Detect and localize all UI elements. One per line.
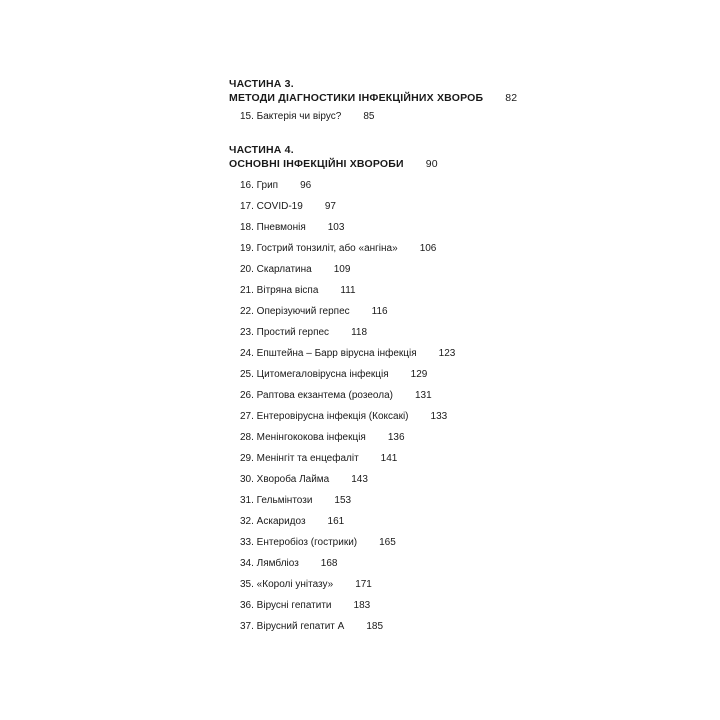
- entry-title: 18. Пневмонія: [240, 222, 306, 233]
- entry-title: 29. Менінгіт та енцефаліт: [240, 453, 359, 464]
- entry-title: 34. Лямбліоз: [240, 558, 299, 569]
- entry-title: 20. Скарлатина: [240, 264, 312, 275]
- page-number: 185: [366, 621, 384, 632]
- toc-entry: [240, 263, 350, 277]
- page-number: 123: [438, 348, 456, 359]
- page-number: 109: [333, 264, 351, 275]
- toc-entry: [240, 347, 455, 361]
- toc-entry: [240, 536, 396, 550]
- page-number: 90: [425, 158, 438, 170]
- entry-title: 36. Вірусні гепатити: [240, 600, 332, 611]
- page-number: 143: [351, 474, 368, 485]
- toc-entry: [240, 242, 436, 256]
- part-3-heading: [229, 77, 517, 105]
- page-number: 111: [340, 285, 356, 296]
- page-number: 118: [351, 327, 368, 338]
- page-number: 85: [363, 111, 375, 122]
- toc-entry: [240, 515, 344, 529]
- page-number: 131: [414, 390, 432, 401]
- entry-title: 30. Хвороба Лайма: [240, 474, 330, 485]
- toc-entry: [240, 110, 374, 124]
- page-number: 183: [353, 600, 371, 611]
- entry-title: 24. Епштейна – Барр вірусна інфекція: [240, 348, 417, 359]
- entry-title: 16. Грип: [240, 180, 279, 191]
- toc-entry: [240, 200, 336, 214]
- entry-title: 19. Гострий тонзиліт, або «ангіна»: [240, 243, 398, 254]
- page-number: 161: [327, 516, 345, 527]
- toc-entry: [240, 620, 383, 634]
- toc-entry: [240, 578, 372, 592]
- page-number: 153: [334, 495, 352, 506]
- entry-title: 33. Ентеробіоз (гострики): [240, 537, 358, 548]
- entry-title: 17. COVID-19: [240, 201, 303, 212]
- toc-entry: [240, 557, 337, 571]
- part-label: ЧАСТИНА 3.: [229, 78, 294, 90]
- toc-entry: [240, 410, 447, 424]
- entry-title: 27. Ентеровірусна інфекція (Коксакі): [240, 411, 409, 422]
- toc-entry: [240, 599, 370, 613]
- part-title: ОСНОВНІ ІНФЕКЦІЙНІ ХВОРОБИ: [229, 158, 404, 170]
- entry-title: 28. Менінгококова інфекція: [240, 432, 366, 443]
- page-number: 129: [410, 369, 428, 380]
- part-title: МЕТОДИ ДІАГНОСТИКИ ІНФЕКЦІЙНИХ ХВОРОБ: [229, 92, 484, 104]
- page-number: 96: [300, 180, 312, 191]
- page-number: 82: [505, 92, 518, 104]
- page-number: 116: [371, 306, 388, 317]
- toc-entry: [240, 452, 397, 466]
- part-label: ЧАСТИНА 4.: [229, 144, 294, 156]
- entry-title: 22. Оперізуючий герпес: [240, 306, 350, 317]
- entry-title: 15. Бактерія чи вірус?: [240, 111, 342, 122]
- toc-entry: [240, 431, 405, 445]
- toc-entry: [240, 494, 351, 508]
- toc-entry: [240, 284, 356, 298]
- toc-entry: [240, 326, 367, 340]
- page-number: 103: [327, 222, 345, 233]
- entry-title: 35. «Королі унітазу»: [240, 579, 334, 590]
- entry-title: 37. Вірусний гепатит А: [240, 621, 345, 632]
- page-number: 106: [419, 243, 437, 254]
- page-number: 168: [320, 558, 338, 569]
- page-number: 141: [380, 453, 398, 464]
- part-title-row: [229, 91, 517, 105]
- toc-entry: [240, 305, 388, 319]
- toc-entry: [240, 179, 311, 193]
- entry-title: 23. Простий герпес: [240, 327, 330, 338]
- toc-entry: [240, 368, 427, 382]
- page-number: 165: [379, 537, 396, 548]
- part-4-heading: [229, 143, 438, 171]
- entry-title: 32. Аскаридоз: [240, 516, 306, 527]
- page-number: 171: [355, 579, 372, 590]
- part-title-row: [229, 157, 438, 171]
- toc-entry: [240, 389, 432, 403]
- entry-title: 31. Гельмінтози: [240, 495, 313, 506]
- page-number: 133: [430, 411, 448, 422]
- page-number: 136: [387, 432, 405, 443]
- entry-title: 25. Цитомегаловірусна інфекція: [240, 369, 389, 380]
- page-number: 97: [324, 201, 336, 212]
- entry-title: 21. Вітряна віспа: [240, 285, 319, 296]
- toc-entry: [240, 221, 344, 235]
- entry-title: 26. Раптова екзантема (розеола): [240, 390, 393, 401]
- toc-entry: [240, 473, 368, 487]
